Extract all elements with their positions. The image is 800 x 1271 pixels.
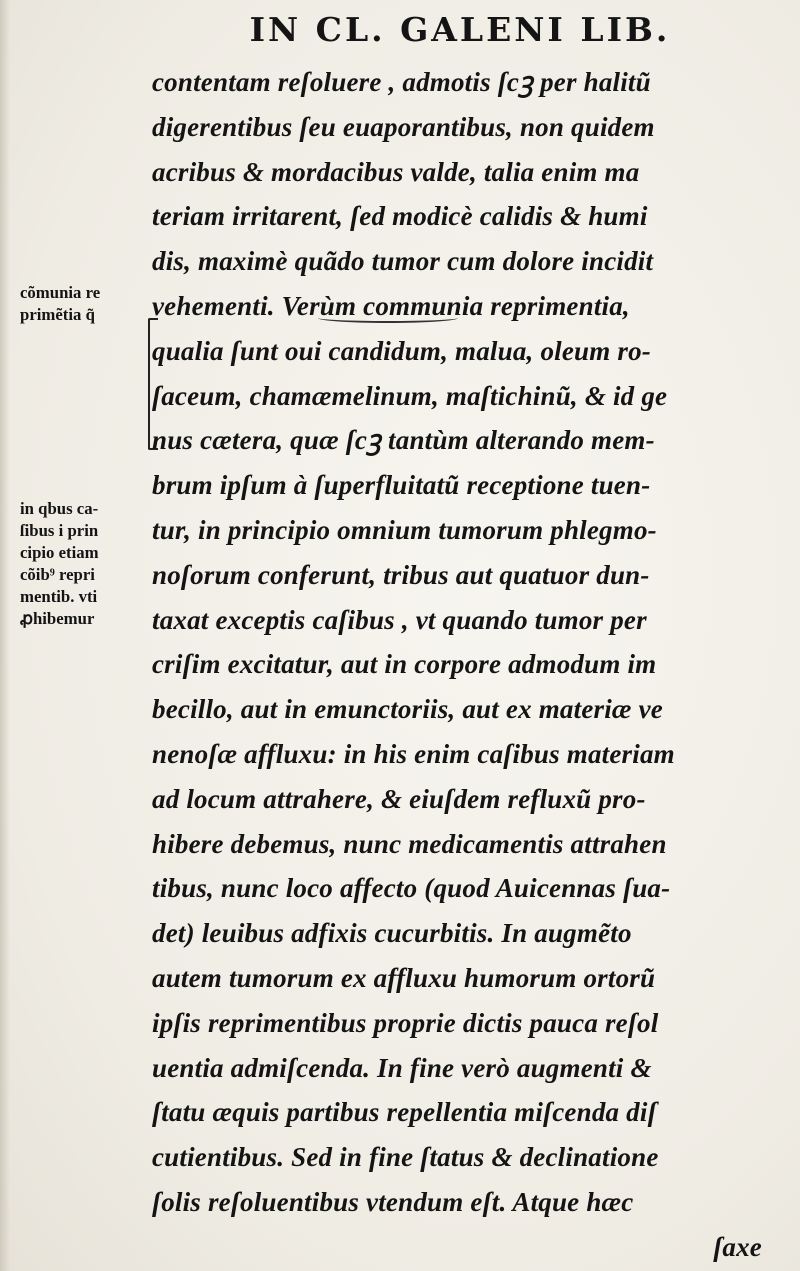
- text-line: taxat exceptis caſibus , vt quando tumor per: [152, 604, 647, 635]
- text-line: ſolis reſoluentibus vtendum eſt. Atque hæc: [152, 1186, 634, 1217]
- text-line: tibus, nunc loco affecto (quod Auicennas ſua-: [152, 873, 671, 904]
- margin-note-casibus: [20, 498, 150, 630]
- text-line: nus cætera, quæ ſcꝫ tantùm alterando mem-: [152, 425, 655, 456]
- margin-note-line: cõmunia re: [20, 283, 101, 302]
- page-edge-shadow: [0, 0, 10, 1271]
- catchword: ſaxe: [713, 1231, 762, 1262]
- text-line: nenoſæ affluxu: in his enim caſibus materiam: [152, 738, 675, 769]
- margin-note-line: ꝓhibemur: [20, 609, 95, 628]
- text-line: contentam reſoluere , admotis ſcꝫ per halitũ: [152, 67, 651, 97]
- text-line: ad locum attrahere, & eiuſdem refluxũ pro-: [152, 783, 646, 814]
- text-line: ipſis reprimentibus proprie dictis pauca reſol: [152, 1007, 659, 1038]
- text-line: ſtatu æquis partibus repellentia miſcenda diſ: [152, 1097, 657, 1128]
- margin-note-line: cipio etiam: [20, 543, 99, 562]
- text-line: vehementi. Verùm communia reprimentia,: [152, 290, 630, 321]
- running-head-text: IN CL. GALENI LIB.: [249, 10, 671, 49]
- text-line: digerentibus ſeu euaporantibus, non quidem: [152, 111, 655, 142]
- body-text: [152, 60, 772, 1270]
- text-line: teriam irritarent, ſed modicè calidis & humi: [152, 201, 648, 232]
- text-line: tur, in principio omnium tumorum phlegmo-: [152, 514, 657, 545]
- text-line: becillo, aut in emunctoriis, aut ex materiæ ve: [152, 694, 663, 725]
- text-line: dis, maximè quãdo tumor cum dolore incidit: [152, 246, 654, 277]
- margin-note-communia: [20, 282, 150, 326]
- text-line: cutientibus. Sed in fine ſtatus & declinatione: [152, 1142, 659, 1173]
- margin-note-line: in qbus ca-: [20, 499, 99, 518]
- text-line: brum ipſum à ſuperfluitatũ receptione tuen-: [152, 470, 651, 501]
- margin-note-line: ſibus i prin: [20, 521, 99, 540]
- margin-note-line: primẽtia q̃: [20, 305, 95, 324]
- text-line: acribus & mordacibus valde, talia enim ma: [152, 156, 640, 187]
- margin-note-line: cõib⁹ repri: [20, 565, 95, 584]
- text-line: qualia ſunt oui candidum, malua, oleum ro-: [152, 335, 652, 366]
- text-line: uentia admiſcenda. In fine verò augmenti &: [152, 1052, 652, 1083]
- text-line: criſim excitatur, aut in corpore admodum im: [152, 649, 657, 680]
- text-line: hibere debemus, nunc medicamentis attrahen: [152, 828, 667, 859]
- text-line: ſaceum, chamæmelinum, maſtichinũ, & id ge: [152, 380, 668, 411]
- text-line: autem tumorum ex affluxu humorum ortorũ: [152, 962, 656, 993]
- running-head: [0, 10, 800, 49]
- margin-note-line: mentib. vti: [20, 587, 98, 606]
- text-line: det) leuibus adfixis cucurbitis. In augmẽto: [152, 918, 632, 949]
- text-line: noſorum conferunt, tribus aut quatuor dun-: [152, 559, 650, 590]
